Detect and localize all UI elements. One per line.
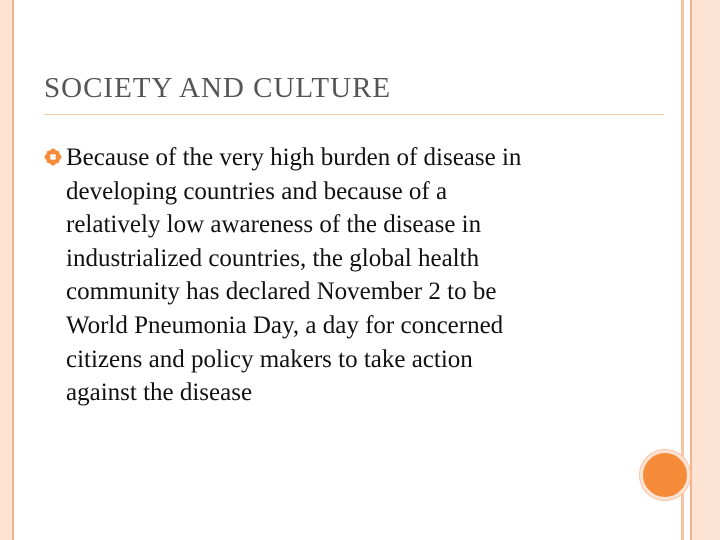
bullet-line: industrialized countries, the global health: [66, 244, 480, 272]
title-underline: [44, 114, 664, 115]
bullet-line: relatively low awareness of the disease in: [66, 211, 482, 239]
bullet-line: Because of the very high burden of disease in: [66, 144, 522, 171]
bullet-line: developing countries and because of a: [66, 177, 448, 205]
right-frame-band: [692, 0, 720, 540]
flower-bullet-icon: [44, 148, 62, 166]
bullet-line: citizens and policy makers to take action: [66, 345, 473, 373]
bullet-line: community has declared November 2 to be: [66, 278, 497, 306]
bullet-line: World Pneumonia Day, a day for concerned: [66, 311, 504, 339]
bullet-line: against the disease: [66, 379, 253, 407]
bullet-text: [66, 141, 644, 410]
left-frame-line: [12, 0, 14, 540]
bullet-item: [44, 141, 644, 410]
left-frame-band: [0, 0, 12, 540]
slide-title: SOCIETY AND CULTURE: [44, 72, 392, 104]
orange-circle-decoration: [640, 450, 690, 500]
